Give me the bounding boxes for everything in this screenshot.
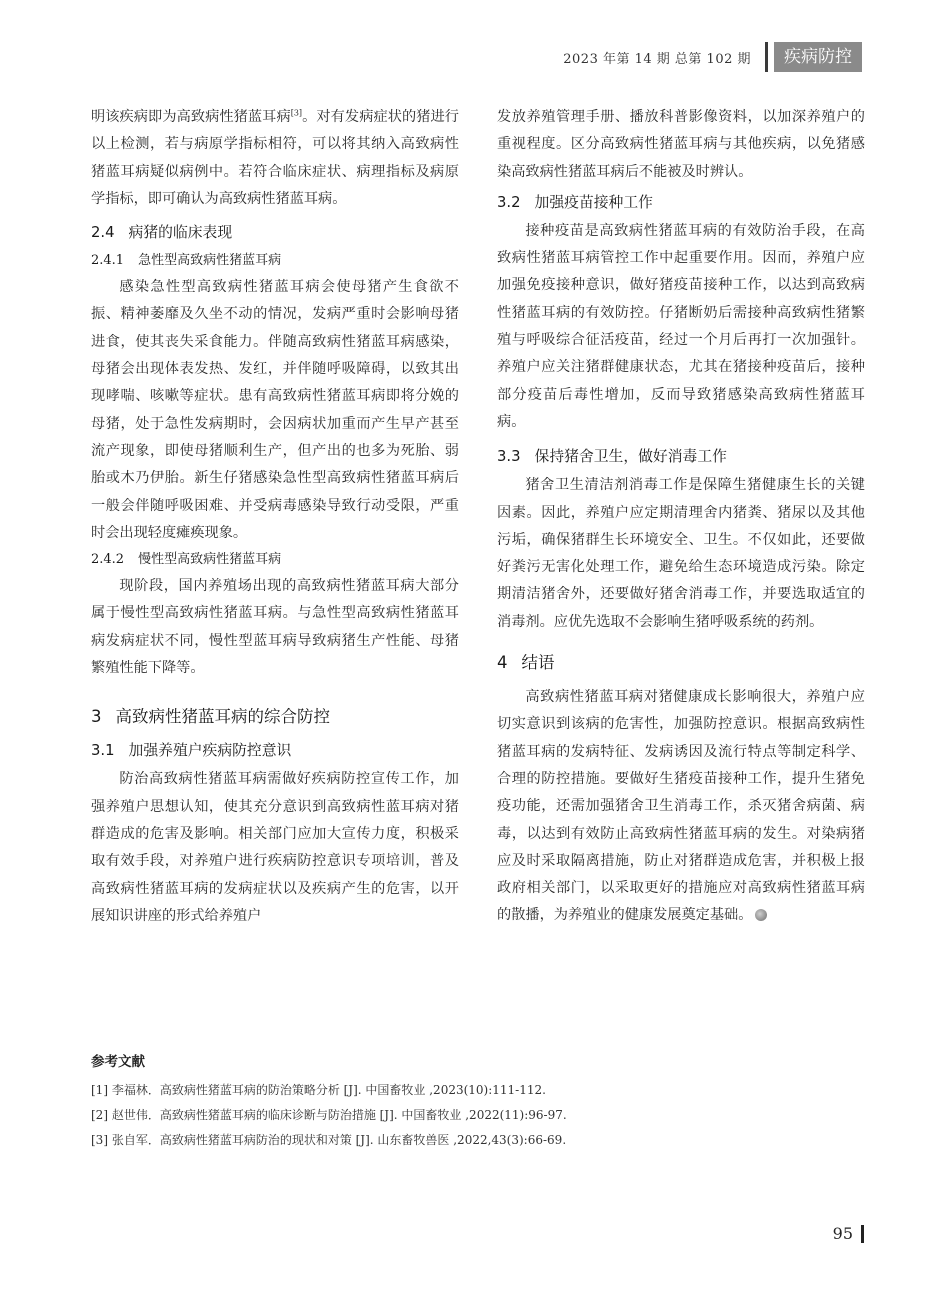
section-heading-4: 4 结语 bbox=[497, 653, 555, 673]
paragraph: 发放养殖管理手册、播放科普影像资料，以加深养殖户的重视程度。区分高致病性猪蓝耳病与其他疾病，以免猪感染高致病性猪蓝耳病后不能被及时辨认。 bbox=[497, 109, 865, 180]
footer-bar bbox=[861, 1225, 864, 1243]
left-column bbox=[91, 104, 459, 930]
paragraph: 现阶段，国内养殖场出现的高致病性猪蓝耳病大部分属于慢性型高致病性猪蓝耳病。与急性型高致病性猪蓝耳病发病症状不同，慢性型蓝耳病导致病猪生产性能、母猪繁殖性能下降等。 bbox=[91, 578, 459, 677]
paragraph: 高致病性猪蓝耳病对猪健康成长影响很大，养殖户应切实意识到该病的危害性，加强防控意识。根据高致病性猪蓝耳病的发病特征、发病诱因及流行特点等制定科学、合理的防控措施。要做好生猪疫苗接种工作，提升生猪免疫功能，还需加强猪舍卫生消毒工作，杀灭猪舍病菌、病毒，以达到有效防止高致病性猪蓝耳病的发生。对染病猪应及时采取隔离措施，防止对猪群造成危害，并积极上报政府相关部门，以采取更好的措施应对高致病性猪蓝耳病的散播，为养殖业的健康发展奠定基础。 bbox=[497, 689, 865, 924]
section-label: 疾病防控 bbox=[774, 42, 862, 72]
section-heading-2-4: 2.4 病猪的临床表现 bbox=[91, 224, 233, 242]
reference-item: [1] 李福林．高致病性猪蓝耳病的防治策略分析 [J]. 中国畜牧业 ,2023(10):111-112. bbox=[91, 1083, 546, 1097]
references bbox=[91, 1050, 851, 1155]
right-column bbox=[497, 104, 865, 930]
section-heading-3-2: 3.2 加强疫苗接种工作 bbox=[497, 193, 653, 211]
running-header bbox=[563, 42, 862, 72]
section-heading-3-1: 3.1 加强养殖户疾病防控意识 bbox=[91, 742, 292, 760]
section-heading-2-4-1: 2.4.1 急性型高致病性猪蓝耳病 bbox=[91, 253, 282, 269]
section-heading-3-3: 3.3 保持猪舍卫生，做好消毒工作 bbox=[497, 448, 727, 466]
citation-mark: [3] bbox=[290, 108, 303, 118]
paragraph: 感染急性型高致病性猪蓝耳病会使母猪产生食欲不振、精神萎靡及久坐不动的情况，发病严重时会影响母猪进食，使其丧失采食能力。伴随高致病性猪蓝耳病感染，母猪会出现体表发热、发红，并伴随呼吸障碍，以致其出现哮喘、咳嗽等症状。患有高致病性猪蓝耳病即将分娩的母猪，处于急性发病期时，会因病状加重而产生早产甚至流产现象，即使母猪顺利生产，但产出的也多为死胎、弱胎或木乃伊胎。新生仔猪感染急性型高致病性猪蓝耳病后一般会伴随呼吸困难、并受病毒感染导致行动受限，严重时会出现轻度瘫痪现象。 bbox=[91, 279, 459, 541]
header-divider bbox=[765, 42, 768, 72]
section-heading-2-4-2: 2.4.2 慢性型高致病性猪蓝耳病 bbox=[91, 552, 282, 568]
references-title: 参考文献 bbox=[91, 1054, 145, 1070]
section-heading-3: 3 高致病性猪蓝耳病的综合防控 bbox=[91, 707, 330, 727]
end-mark-icon bbox=[755, 909, 767, 921]
issue-info: 2023 年第 14 期 总第 102 期 bbox=[563, 51, 751, 67]
paragraph: 接种疫苗是高致病性猪蓝耳病的有效防治手段，在高致病性猪蓝耳病管控工作中起重要作用。因而，养殖户应加强免疫接种意识，做好猪疫苗接种工作，以达到高致病性猪蓝耳病的有效防控。仔猪断奶后需接种高致病性猪繁殖与呼吸综合征活疫苗，经过一个月后再打一次加强针。养殖户应关注猪群健康状态，尤其在猪接种疫苗后，接种部分疫苗后毒性增加，反而导致猪感染高致病性猪蓝耳病。 bbox=[497, 222, 865, 430]
paragraph: 明该疾病即为高致病性猪蓝耳病[3]。对有发病症状的猪进行以上检测，若与病原学指标相符，可以将其纳入高致病性猪蓝耳病疑似病例中。若符合临床症状、病理指标及病原学指标，即可确认为高致病性猪蓝耳病。 bbox=[91, 108, 459, 207]
paragraph: 防治高致病性猪蓝耳病需做好疾病防控宣传工作，加强养殖户思想认知，使其充分意识到高致病性蓝耳病对猪群造成的危害及影响。相关部门应加大宣传力度，积极采取有效手段，对养殖户进行疾病防控意识专项培训，普及高致病性猪蓝耳病的发病症状以及疾病产生的危害，以开展知识讲座的形式给养殖户 bbox=[91, 771, 459, 924]
paragraph: 猪舍卫生清洁剂消毒工作是保障生猪健康生长的关键因素。因此，养殖户应定期清理舍内猪粪、猪尿以及其他污垢，确保猪群生长环境安全、卫生。不仅如此，还要做好粪污无害化处理工作，避免给生态环境造成污染。除定期清洁猪舍外，还要做好猪舍消毒工作，并要选取适宜的消毒剂。应优先选取不会影响生猪呼吸系统的药剂。 bbox=[497, 477, 865, 630]
reference-item: [2] 赵世伟．高致病性猪蓝耳病的临床诊断与防治措施 [J]. 中国畜牧业 ,2022(11):96-97. bbox=[91, 1108, 567, 1122]
reference-item: [3] 张自军．高致病性猪蓝耳病防治的现状和对策 [J]. 山东畜牧兽医 ,2022,43(3):66-69. bbox=[91, 1133, 567, 1147]
page-number: 95 bbox=[832, 1224, 853, 1243]
page-footer bbox=[833, 1224, 864, 1243]
